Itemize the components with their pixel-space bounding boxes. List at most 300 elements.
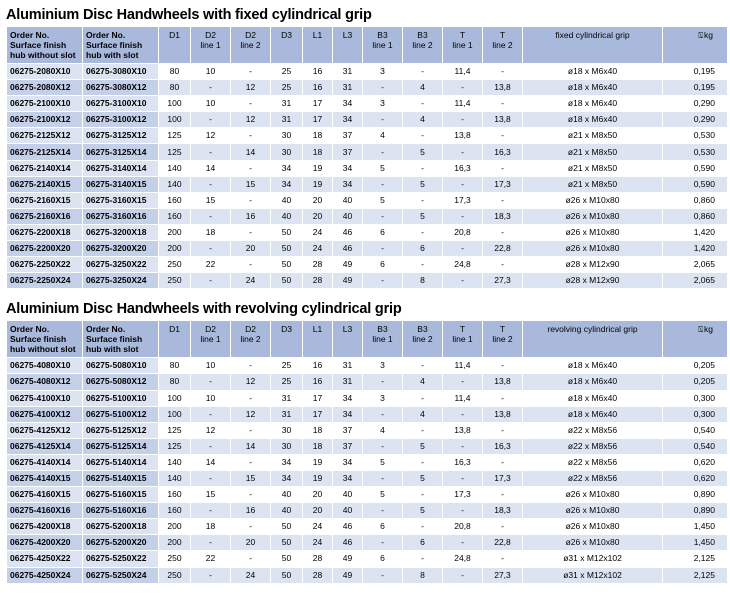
table-cell: ø31 x M12x102 [523, 567, 663, 583]
table-cell: - [443, 503, 483, 519]
table-cell: 06275-2100X10 [7, 96, 83, 112]
table-cell: 50 [271, 519, 303, 535]
table-row [7, 358, 728, 374]
table-cell: 0,205 [663, 374, 728, 390]
table-cell: 1,420 [663, 224, 728, 240]
column-header-label: hub without slot [10, 344, 76, 355]
table-cell: 17,3 [443, 487, 483, 503]
table-cell: - [403, 192, 443, 208]
table-cell: 34 [333, 160, 363, 176]
table-cell: 24 [231, 567, 271, 583]
table-cell: 34 [333, 96, 363, 112]
table-cell: - [231, 224, 271, 240]
table-cell: ø21 x M8x50 [523, 160, 663, 176]
column-header-label: D3 [281, 30, 292, 40]
table-cell: 06275-2200X20 [7, 241, 83, 257]
table-cell: 06275-2140X15 [7, 176, 83, 192]
table-cell: 06275-5140X15 [83, 470, 159, 486]
table-cell: 25 [271, 374, 303, 390]
table-cell: 12 [231, 112, 271, 128]
column-header-label: Surface finish [10, 40, 67, 50]
table-cell: 0,300 [663, 406, 728, 422]
table-cell: 5 [403, 144, 443, 160]
table-cell: - [191, 273, 231, 289]
table-cell: - [231, 192, 271, 208]
column-header-label: line 1 [372, 334, 393, 345]
column-header [191, 321, 231, 358]
column-header-label: B3 [417, 324, 428, 335]
table-cell: 0,620 [663, 470, 728, 486]
table-cell: ø22 x M8x56 [523, 422, 663, 438]
table-cell: 34 [271, 160, 303, 176]
column-header [7, 321, 83, 358]
column-header [403, 321, 443, 358]
table-cell: 46 [333, 224, 363, 240]
table-cell: 11,4 [443, 390, 483, 406]
table-cell: 6 [403, 535, 443, 551]
table-cell: 1,450 [663, 519, 728, 535]
table-cell: ø18 x M6x40 [523, 96, 663, 112]
table-cell: 06275-5125X12 [83, 422, 159, 438]
table-cell: 3 [363, 390, 403, 406]
table-cell: 40 [271, 208, 303, 224]
column-header-label: line 1 [372, 40, 393, 50]
table-cell: - [363, 567, 403, 583]
table-row [7, 112, 728, 128]
table-cell: 06275-4250X24 [7, 567, 83, 583]
table-cell: 24 [303, 519, 333, 535]
column-header [333, 27, 363, 64]
table-cell: 20,8 [443, 224, 483, 240]
table-cell: - [363, 176, 403, 192]
table-cell: - [231, 358, 271, 374]
table-cell: 06275-3080X10 [83, 64, 159, 80]
table-cell: - [231, 160, 271, 176]
table-cell: 06275-4200X20 [7, 535, 83, 551]
column-header [443, 321, 483, 358]
table-cell: - [403, 422, 443, 438]
column-header-label: D3 [281, 324, 292, 335]
table-cell: 06275-2080X10 [7, 64, 83, 80]
table-cell: ø22 x M8x56 [523, 438, 663, 454]
table-cell: - [191, 176, 231, 192]
table-row [7, 208, 728, 224]
table-cell: 34 [333, 176, 363, 192]
table-cell: - [403, 390, 443, 406]
column-header-label: line 2 [492, 334, 513, 345]
table-cell: 18 [303, 128, 333, 144]
table-cell: 15 [191, 192, 231, 208]
table-cell: 06275-3100X12 [83, 112, 159, 128]
table-cell: 16 [231, 503, 271, 519]
column-header-label: kg [704, 30, 713, 40]
table-row [7, 160, 728, 176]
table-cell: 17,3 [443, 192, 483, 208]
table-cell: 20 [303, 487, 333, 503]
column-header [83, 27, 159, 64]
table-cell: - [363, 438, 403, 454]
table-cell: 19 [303, 470, 333, 486]
table-cell: 30 [271, 128, 303, 144]
column-header-label: hub with slot [86, 50, 139, 60]
column-header-label: T [459, 30, 466, 40]
column-header [159, 27, 191, 64]
table-cell: 0,540 [663, 422, 728, 438]
table-cell: 12 [231, 374, 271, 390]
table-cell: 06275-5250X22 [83, 551, 159, 567]
table-cell: 200 [159, 241, 191, 257]
table-cell: 140 [159, 470, 191, 486]
table-cell: 80 [159, 80, 191, 96]
table-cell: 5 [363, 487, 403, 503]
spec-table-revolving-grip [6, 320, 728, 583]
table-cell: 20,8 [443, 519, 483, 535]
column-header [231, 27, 271, 64]
table-cell: ø31 x M12x102 [523, 551, 663, 567]
table-cell: - [443, 144, 483, 160]
column-header-label: kg [704, 324, 713, 335]
table-cell: 06275-2100X12 [7, 112, 83, 128]
table-cell: 24 [303, 224, 333, 240]
column-header-label: hub without slot [10, 50, 76, 60]
table-row [7, 535, 728, 551]
column-header [663, 321, 728, 358]
table-cell: 12 [191, 128, 231, 144]
table-cell: 31 [271, 390, 303, 406]
column-header-label: line 1 [452, 40, 473, 50]
column-header-label: B3 [377, 30, 388, 40]
table-cell: 50 [271, 535, 303, 551]
table-cell: 2,125 [663, 551, 728, 567]
table-cell: ø26 x M10x80 [523, 192, 663, 208]
table-cell: 06275-2125X14 [7, 144, 83, 160]
table-row [7, 64, 728, 80]
table-cell: 20 [303, 503, 333, 519]
column-header [7, 27, 83, 64]
table-cell: 10 [191, 358, 231, 374]
table-cell: 16,3 [443, 160, 483, 176]
table-cell: 200 [159, 535, 191, 551]
table-cell: 31 [271, 406, 303, 422]
table-cell: 160 [159, 208, 191, 224]
table-cell: 28 [303, 551, 333, 567]
column-header-label: Order No. [10, 30, 50, 40]
table-cell: 16,3 [483, 438, 523, 454]
table-cell: - [483, 551, 523, 567]
table-cell: 22,8 [483, 241, 523, 257]
table-cell: - [231, 422, 271, 438]
table-cell: 80 [159, 358, 191, 374]
table-cell: 18 [191, 224, 231, 240]
table-cell: 200 [159, 224, 191, 240]
table-cell: 20 [231, 241, 271, 257]
column-header-label: Order No. [10, 324, 50, 335]
table-cell: 0,195 [663, 64, 728, 80]
table-cell: ø21 x M8x50 [523, 176, 663, 192]
table-header-row [7, 27, 728, 64]
table-cell: 100 [159, 406, 191, 422]
table-cell: 0,590 [663, 160, 728, 176]
column-header-label: line 2 [492, 40, 513, 50]
table-row [7, 128, 728, 144]
table-cell: 140 [159, 160, 191, 176]
table-cell: 06275-4125X14 [7, 438, 83, 454]
table-cell: 11,4 [443, 358, 483, 374]
table-cell: 18 [303, 422, 333, 438]
table-cell: 16 [303, 358, 333, 374]
table-cell: 2,065 [663, 273, 728, 289]
table-cell: 15 [231, 470, 271, 486]
table-row [7, 470, 728, 486]
table-cell: 25 [271, 80, 303, 96]
table-cell: - [403, 64, 443, 80]
table-cell: 0,890 [663, 487, 728, 503]
column-header [271, 321, 303, 358]
table-cell: 18,3 [483, 503, 523, 519]
column-header-label: T [499, 30, 506, 40]
table-cell: 06275-2140X14 [7, 160, 83, 176]
table-cell: - [363, 374, 403, 390]
table-cell: - [483, 192, 523, 208]
table-cell: 20 [231, 535, 271, 551]
table-cell: 06275-2160X16 [7, 208, 83, 224]
table-row [7, 192, 728, 208]
weight-icon: ⍂ [698, 325, 704, 335]
table-cell: - [231, 454, 271, 470]
table-cell: 17 [303, 406, 333, 422]
table-cell: 34 [271, 454, 303, 470]
table-cell: - [443, 535, 483, 551]
table-cell: 5 [403, 176, 443, 192]
table-cell: - [363, 112, 403, 128]
table-cell: 250 [159, 273, 191, 289]
table-cell: - [443, 406, 483, 422]
table-row [7, 241, 728, 257]
column-header-label: fixed cylindrical grip [555, 30, 630, 40]
table-cell: - [191, 470, 231, 486]
table-cell: 0,530 [663, 128, 728, 144]
table-cell: 28 [303, 273, 333, 289]
spec-table-fixed-grip [6, 26, 728, 289]
table-cell: 06275-4125X12 [7, 422, 83, 438]
table-cell: 80 [159, 64, 191, 80]
table-row [7, 96, 728, 112]
table-cell: 0,290 [663, 112, 728, 128]
table-cell: 37 [333, 438, 363, 454]
table-row [7, 390, 728, 406]
table-cell: 15 [231, 176, 271, 192]
table-cell: 18 [191, 519, 231, 535]
column-header [523, 27, 663, 64]
table-row [7, 176, 728, 192]
table-cell: - [191, 567, 231, 583]
table-cell: - [363, 503, 403, 519]
table-cell: - [363, 144, 403, 160]
table-cell: - [483, 160, 523, 176]
table-cell: 13,8 [443, 422, 483, 438]
table-cell: 34 [333, 470, 363, 486]
column-header-label: B3 [377, 324, 388, 335]
table-cell: 24 [303, 535, 333, 551]
table-cell: 31 [271, 112, 303, 128]
column-header-label: Surface finish [86, 334, 143, 345]
table-cell: 125 [159, 438, 191, 454]
table-cell: 06275-3125X14 [83, 144, 159, 160]
table-cell: 140 [159, 454, 191, 470]
table-cell: 14 [231, 438, 271, 454]
column-header-label: line 1 [200, 334, 221, 345]
table-cell: - [231, 96, 271, 112]
table-cell: 06275-3160X16 [83, 208, 159, 224]
column-header-label: T [459, 324, 466, 335]
table-cell: - [443, 241, 483, 257]
table-cell: - [363, 406, 403, 422]
table-cell: 15 [191, 487, 231, 503]
table-cell: 40 [271, 487, 303, 503]
table-cell: 06275-5100X12 [83, 406, 159, 422]
column-header-label: line 2 [412, 334, 433, 345]
table-cell: ø26 x M10x80 [523, 208, 663, 224]
table-cell: 46 [333, 241, 363, 257]
table-cell: 250 [159, 257, 191, 273]
table-cell: 1,450 [663, 535, 728, 551]
table-cell: 28 [303, 567, 333, 583]
table-cell: - [191, 535, 231, 551]
table-row [7, 519, 728, 535]
table-cell: 18 [303, 144, 333, 160]
table-cell: 24 [231, 273, 271, 289]
table-cell: 06275-2250X22 [7, 257, 83, 273]
table-cell: 6 [363, 224, 403, 240]
table-cell: 37 [333, 422, 363, 438]
table-cell: 14 [191, 160, 231, 176]
table-cell: 06275-3200X18 [83, 224, 159, 240]
weight-icon: ⍂ [698, 31, 704, 40]
table-cell: 40 [271, 192, 303, 208]
table-cell: 3 [363, 96, 403, 112]
column-header [303, 27, 333, 64]
table-cell: - [231, 551, 271, 567]
table-cell: 24,8 [443, 257, 483, 273]
table-cell: 40 [333, 192, 363, 208]
table-cell: ø18 x M6x40 [523, 406, 663, 422]
table-cell: 13,8 [483, 112, 523, 128]
table-cell: - [443, 374, 483, 390]
table-cell: 34 [333, 112, 363, 128]
table-cell: 17 [303, 96, 333, 112]
table-cell: 06275-3080X12 [83, 80, 159, 96]
table-row [7, 422, 728, 438]
table-cell: 06275-4080X10 [7, 358, 83, 374]
table-cell: ø26 x M10x80 [523, 487, 663, 503]
table-cell: 31 [333, 374, 363, 390]
table-cell: 17 [303, 112, 333, 128]
table-cell: 37 [333, 144, 363, 160]
table-cell: - [231, 487, 271, 503]
table-cell: - [483, 257, 523, 273]
table-cell: 06275-3160X15 [83, 192, 159, 208]
column-header-label: T [499, 324, 506, 335]
table-row [7, 567, 728, 583]
table-cell: 200 [159, 519, 191, 535]
column-header [523, 321, 663, 358]
table-cell: 0,890 [663, 503, 728, 519]
column-header-label: line 1 [200, 40, 221, 50]
table-cell: 5 [363, 454, 403, 470]
table-cell: 06275-2125X12 [7, 128, 83, 144]
table-cell: 8 [403, 273, 443, 289]
table-cell: 24,8 [443, 551, 483, 567]
table-cell: 6 [363, 257, 403, 273]
table-cell: 40 [333, 503, 363, 519]
table-cell: 06275-4100X10 [7, 390, 83, 406]
column-header-label: B3 [417, 30, 428, 40]
table-cell: 0,620 [663, 454, 728, 470]
column-header-label: line 1 [452, 334, 473, 345]
table-cell: ø22 x M8x56 [523, 470, 663, 486]
table-cell: 4 [363, 128, 403, 144]
table-cell: 0,860 [663, 192, 728, 208]
table-cell: 5 [363, 160, 403, 176]
table-cell: 16,3 [443, 454, 483, 470]
table-cell: - [231, 519, 271, 535]
table-cell: 06275-3250X24 [83, 273, 159, 289]
column-header [483, 321, 523, 358]
table-cell: 16,3 [483, 144, 523, 160]
table-row [7, 438, 728, 454]
table-header-row [7, 321, 728, 358]
table-cell: 5 [403, 438, 443, 454]
table-cell: - [483, 519, 523, 535]
table-cell: - [231, 390, 271, 406]
table-cell: 06275-5200X20 [83, 535, 159, 551]
table-cell: 06275-2080X12 [7, 80, 83, 96]
table-cell: 06275-4200X18 [7, 519, 83, 535]
table-cell: 31 [333, 358, 363, 374]
table-cell: 06275-4160X16 [7, 503, 83, 519]
table-cell: 0,530 [663, 144, 728, 160]
table-cell: 06275-5080X10 [83, 358, 159, 374]
table-cell: - [363, 535, 403, 551]
table-cell: - [443, 567, 483, 583]
column-header-label: Surface finish [86, 40, 143, 50]
table-cell: - [403, 358, 443, 374]
table-cell: 0,540 [663, 438, 728, 454]
table-cell: ø18 x M6x40 [523, 112, 663, 128]
table-cell: - [191, 80, 231, 96]
table-cell: 19 [303, 160, 333, 176]
table-row [7, 257, 728, 273]
table-cell: 100 [159, 390, 191, 406]
column-header [191, 27, 231, 64]
table-cell: 06275-5140X14 [83, 454, 159, 470]
table-cell: - [403, 487, 443, 503]
table-cell: 11,4 [443, 96, 483, 112]
table-cell: 06275-5100X10 [83, 390, 159, 406]
table-cell: 16 [303, 374, 333, 390]
table-cell: 0,590 [663, 176, 728, 192]
table-cell: - [483, 96, 523, 112]
table-cell: 16 [231, 208, 271, 224]
table-cell: - [191, 144, 231, 160]
table-cell: ø22 x M8x56 [523, 454, 663, 470]
table-cell: 06275-5080X12 [83, 374, 159, 390]
table-cell: 40 [271, 503, 303, 519]
table-cell: 37 [333, 128, 363, 144]
table-cell: 49 [333, 567, 363, 583]
table-cell: 06275-3100X10 [83, 96, 159, 112]
table-cell: 3 [363, 64, 403, 80]
